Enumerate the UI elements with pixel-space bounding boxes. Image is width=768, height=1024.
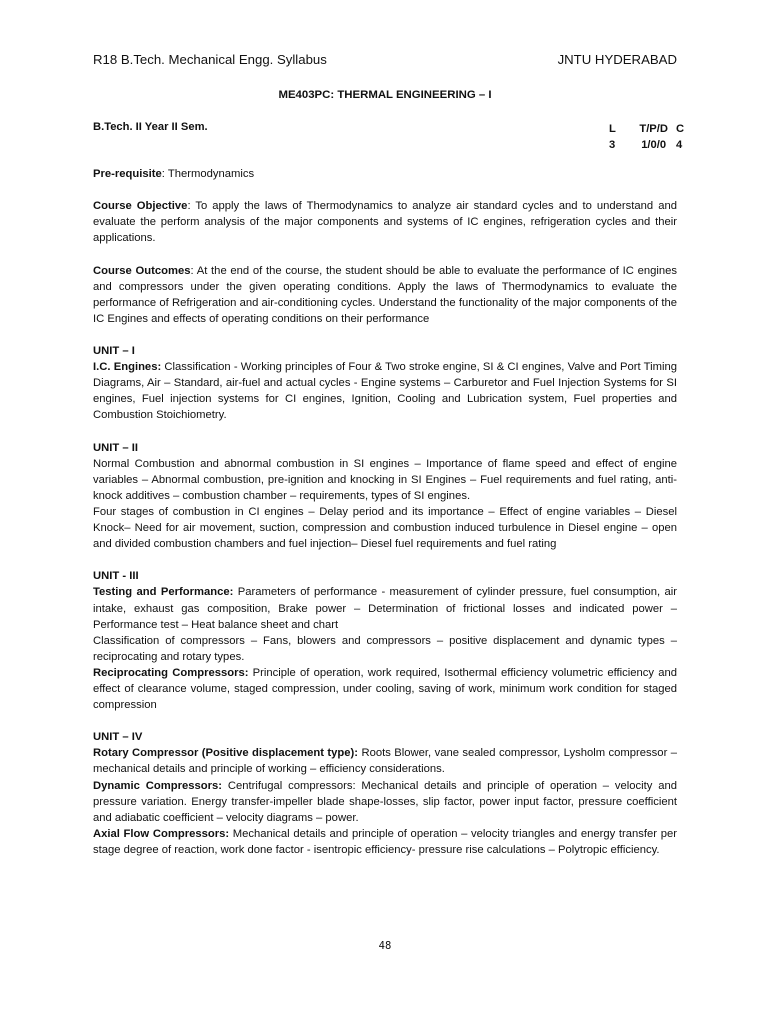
unit-paragraph bbox=[93, 778, 677, 826]
unit-heading: UNIT – II bbox=[93, 441, 139, 454]
topic-label: Testing and Performance: bbox=[93, 586, 234, 599]
unit-paragraph bbox=[93, 359, 677, 423]
unit-1 bbox=[93, 343, 677, 423]
topic-text: Classification - Working principles of Four & Two stroke engine, SI & CI engines, Valve and Port Timing Diagrams, Air – Standard, air-fuel and actual cycles - Engine systems – Carburetor and Fuel Injection Systems for SI engines, Fuel injection systems for CI engines, Ignition, Cooling and Lubrication system, Fuel properties and Combustion Stoichiometry. bbox=[93, 361, 677, 422]
topic-text: Classification of compressors – Fans, blowers and compressors – positive displacement and dynamic types – reciprocating and rotary types. bbox=[93, 634, 677, 663]
topic-label: Reciprocating Compressors: bbox=[93, 666, 249, 679]
topic-text: Principle of operation, work required, Isothermal efficiency volumetric efficiency and effect of clearance volume, staged compression, under cooling, saving of work, minimum work condition for staged compression bbox=[93, 666, 677, 712]
topic-label: Axial Flow Compressors: bbox=[93, 827, 230, 840]
ltpc-header-row bbox=[609, 121, 689, 137]
topic-text: Normal Combustion and abnormal combustion in SI engines – Importance of flame speed and effect of engine variables – Abnormal combustion, pre-ignition and knocking in SI Engines – Fuel requirements and fuel rating, anti-knock additives – combustion chamber – requirements, types of SI engines. bbox=[93, 457, 677, 502]
year-semester: B.Tech. II Year II Sem. bbox=[93, 121, 208, 133]
course-outcomes bbox=[93, 263, 677, 327]
unit-paragraph bbox=[93, 456, 677, 504]
ltpc-l-head: L bbox=[609, 123, 616, 135]
unit-heading: UNIT – IV bbox=[93, 731, 143, 744]
topic-text: Four stages of combustion in CI engines – Delay period and its importance – Effect of engine variables – Diesel Knock– Need for air movement, suction, compression and combustion induced turbulence in Diesel engine – open and divided combustion chambers and fuel injection– Diesel fuel requirements and fuel rating bbox=[93, 505, 677, 551]
ltpc-tpd-head: T/P/D bbox=[639, 123, 668, 135]
topic-text: Centrifugal compressors: Mechanical details and principle of operation – velocity and pressure variation. Energy transfer-impeller blade shape-losses, slip factor, power input factor, pressure coefficient and adiabatic coefficient – velocity diagrams – power. bbox=[93, 779, 677, 824]
topic-label: I.C. Engines: bbox=[93, 361, 162, 374]
prerequisite-label: Pre-requisite bbox=[93, 168, 162, 180]
ltpc-tpd-val: 1/0/0 bbox=[641, 139, 667, 151]
topic-text: Mechanical details and principle of operation – velocity triangles and energy transfer per stage degree of reaction, work done factor - isentropic efficiency- pressure rise calculations – Polytropic efficiency. bbox=[93, 827, 677, 856]
running-header bbox=[93, 52, 677, 67]
course-objective-text: : To apply the laws of Thermodynamics to analyze air standard cycles and to understand and evaluate the perform analysis of the major components and systems of IC engines, refrigeration cycles and their applications. bbox=[93, 200, 677, 245]
unit-paragraph bbox=[93, 665, 677, 713]
header-right: JNTU HYDERABAD bbox=[557, 52, 677, 67]
unit-paragraph bbox=[93, 826, 677, 858]
unit-paragraph bbox=[93, 504, 677, 552]
unit-paragraph bbox=[93, 633, 677, 665]
unit-4 bbox=[93, 729, 677, 858]
unit-paragraph bbox=[93, 584, 677, 632]
prerequisite bbox=[93, 166, 677, 182]
unit-2 bbox=[93, 440, 677, 553]
header-left: R18 B.Tech. Mechanical Engg. Syllabus bbox=[93, 52, 327, 67]
page-number: 48 bbox=[378, 940, 392, 952]
unit-heading: UNIT – I bbox=[93, 345, 135, 358]
topic-text: Roots Blower, vane sealed compressor, Lysholm compressor – mechanical details and principle of working – efficiency considerations. bbox=[93, 747, 677, 776]
ltpc-table bbox=[609, 121, 689, 153]
topic-text: Parameters of performance - measurement of cylinder pressure, fuel consumption, air intake, exhaust gas composition, Brake power – Determination of frictional losses and indicated power – Performance test – Heat balance sheet and chart bbox=[93, 586, 677, 631]
ltpc-l-val: 3 bbox=[609, 139, 616, 151]
syllabus-body bbox=[93, 166, 677, 874]
prerequisite-text: : Thermodynamics bbox=[161, 168, 255, 180]
topic-label: Dynamic Compressors: bbox=[93, 779, 222, 792]
course-objective-label: Course Objective bbox=[93, 200, 188, 213]
course-title: ME403PC: THERMAL ENGINEERING – I bbox=[278, 89, 492, 101]
unit-3 bbox=[93, 568, 677, 713]
unit-paragraph bbox=[93, 745, 677, 777]
unit-heading: UNIT - III bbox=[93, 570, 139, 583]
course-objective bbox=[93, 198, 677, 246]
ltpc-c-val: 4 bbox=[675, 139, 683, 151]
course-outcomes-text: : At the end of the course, the student should be able to evaluate the performance of IC engines and compressors under the given operating conditions. Apply the laws of Thermodynamics to evaluate the performance of Refrigeration and air-conditioning cycles. Understand the functionality of the major components of the IC Engines and effects of operating conditions on their performance bbox=[93, 264, 677, 325]
ltpc-c-head: C bbox=[675, 123, 685, 135]
topic-label: Rotary Compressor (Positive displacement type): bbox=[93, 747, 359, 760]
course-outcomes-label: Course Outcomes bbox=[93, 264, 191, 277]
ltpc-value-row bbox=[609, 137, 689, 153]
